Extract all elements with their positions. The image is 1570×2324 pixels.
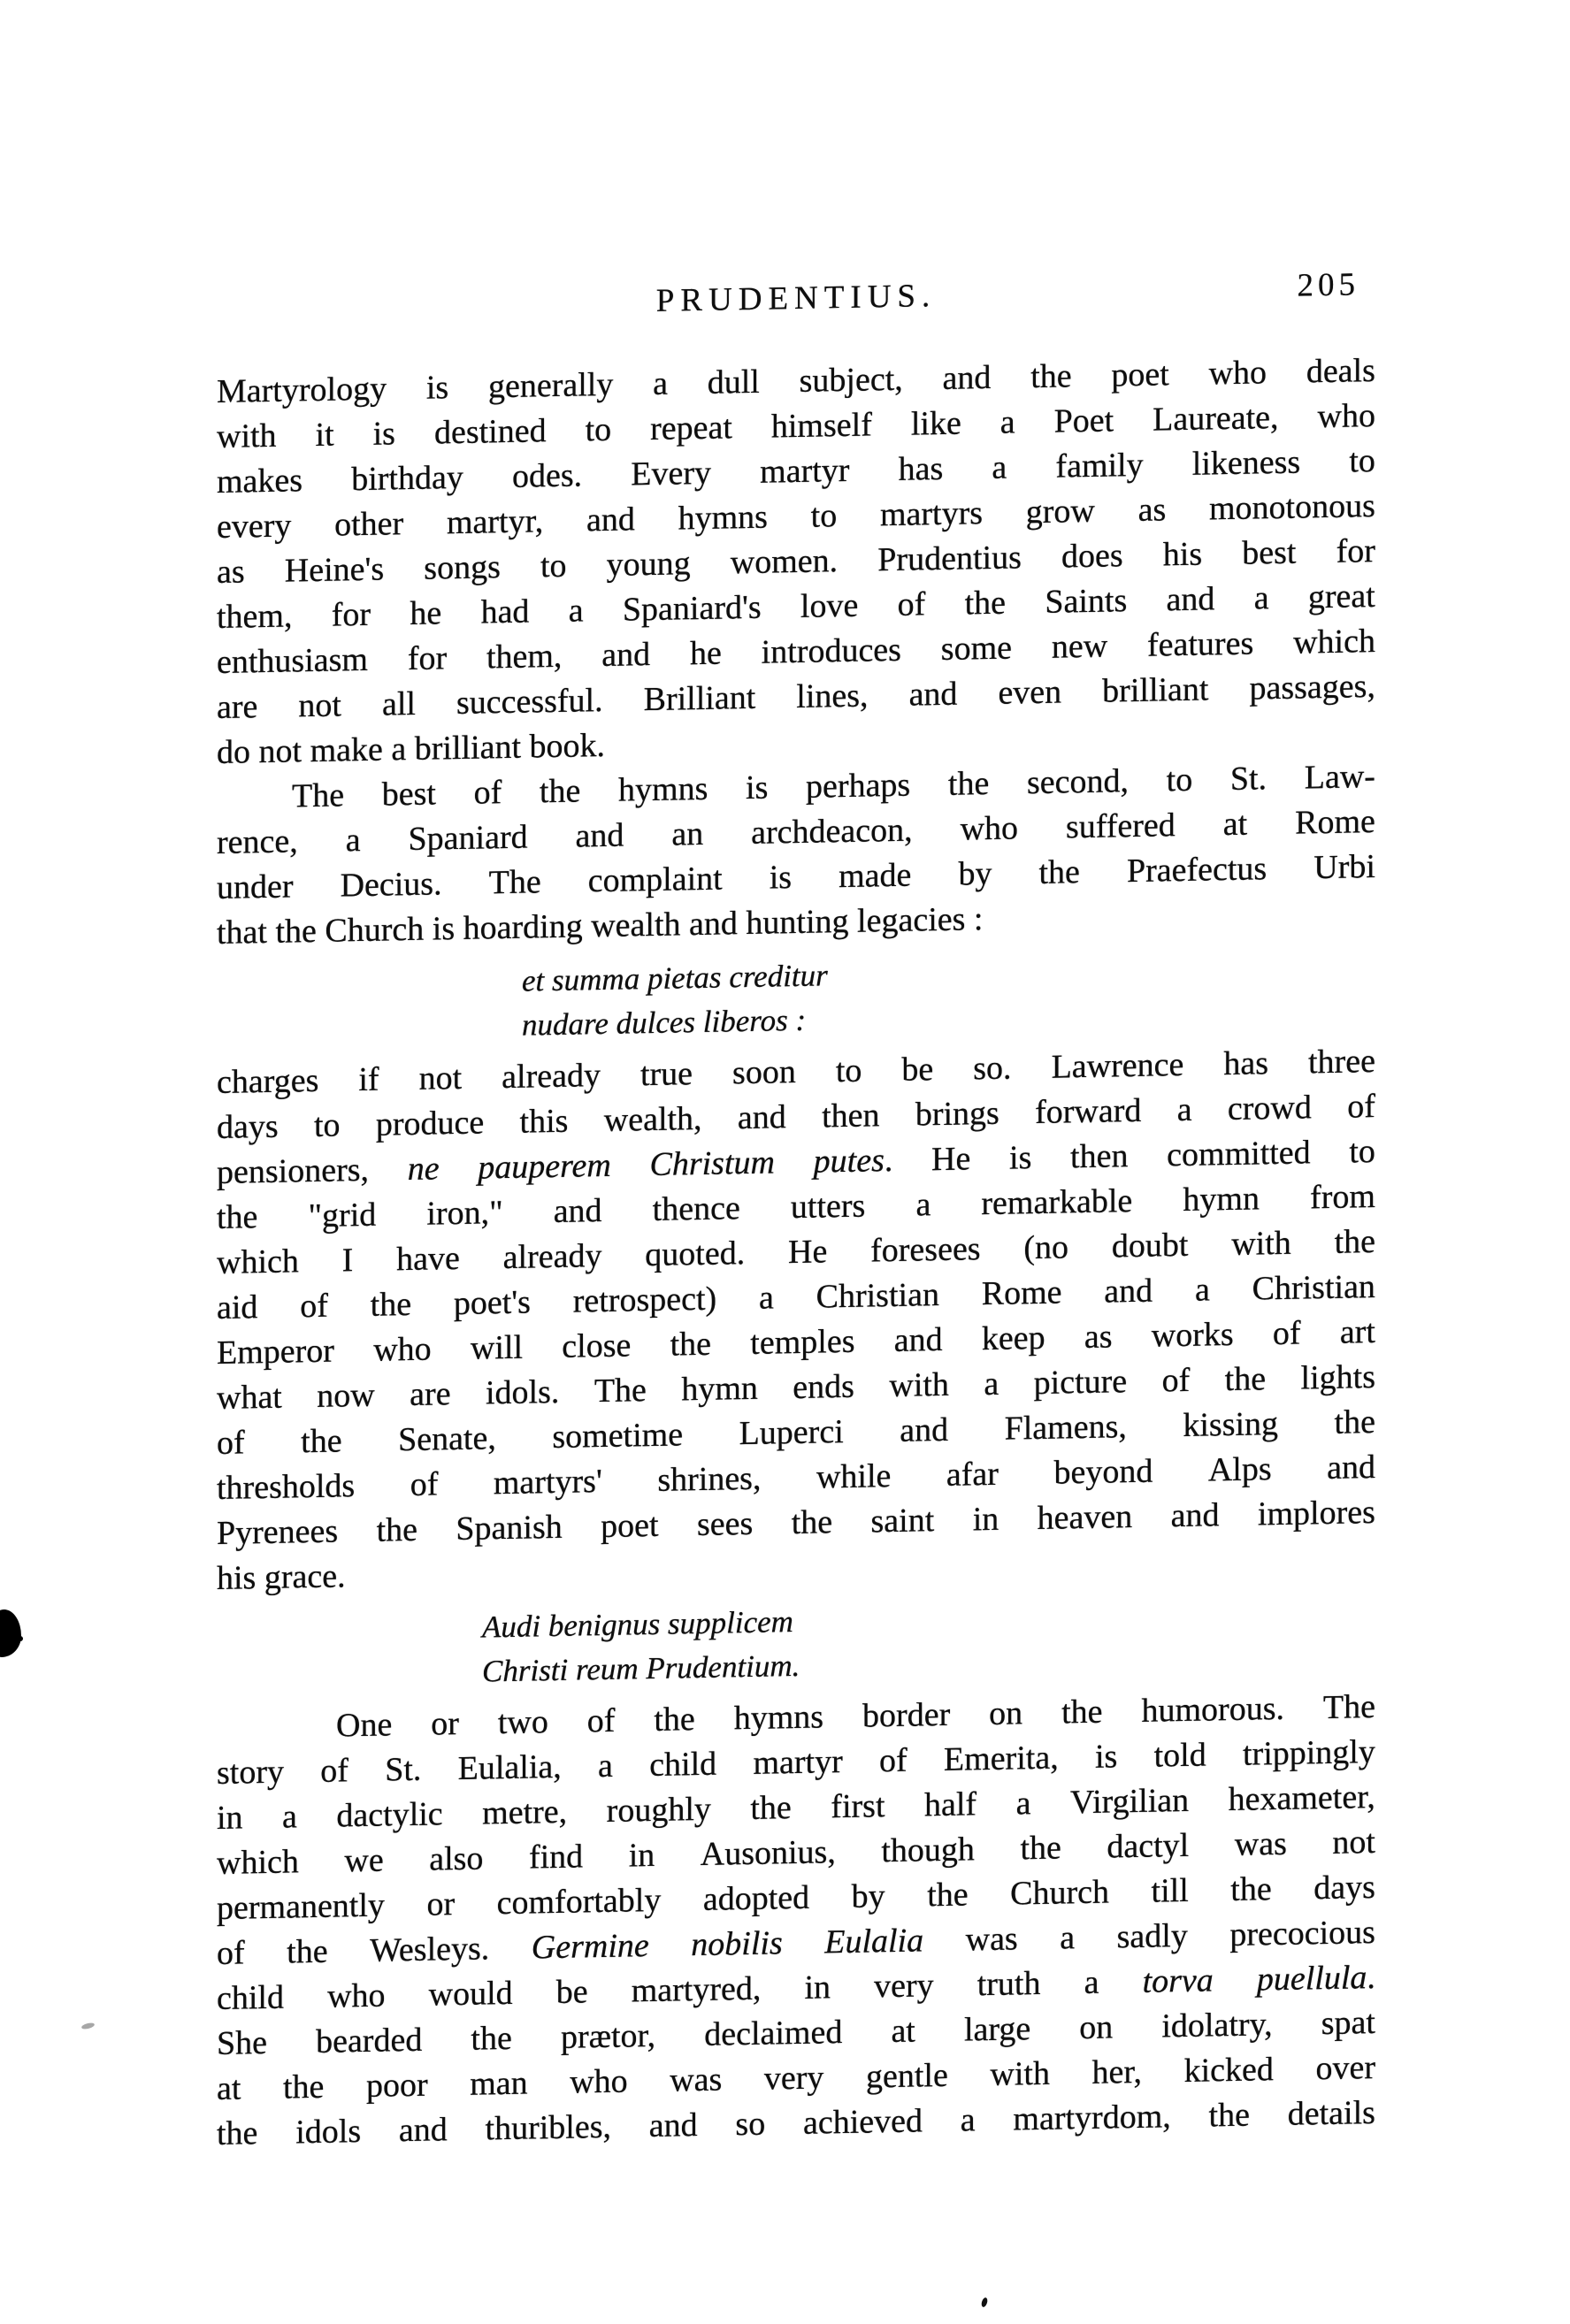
ink-speck: [980, 2297, 988, 2307]
margin-pencil-mark: [80, 2022, 95, 2030]
ink-blot: [0, 1609, 21, 1657]
text-line: makes birthday odes. Every martyr has a family likeness to: [217, 441, 1375, 501]
paragraph: [217, 348, 1375, 776]
text-line: Christi reum Prudentium.: [482, 1647, 800, 1689]
text-line: which I have already quoted. He foresees (no doubt with the: [217, 1222, 1375, 1281]
running-header: [217, 251, 1375, 329]
text-line: nudare dulces liberos :: [522, 1002, 807, 1043]
latin-quote: [522, 944, 1375, 1048]
text-line: The best of the hymns is perhaps the second, to St. Law-: [292, 757, 1375, 815]
text-line: enthusiasm for them, and he introduces some new features which: [217, 622, 1375, 681]
text-line: One or two of the hymns border on the humorous. The: [336, 1687, 1375, 1745]
text-line: with it is destined to repeat himself like a Poet Laureate, who: [217, 396, 1375, 455]
text-line: permanently or comfortably adopted by the Church till the days: [217, 1868, 1375, 1927]
text-line: in a dactylic metre, roughly the first half a Virgilian hexameter,: [217, 1777, 1375, 1837]
text-line: et summa pietas creditur: [522, 958, 828, 998]
text-line: do not make a brilliant book.: [217, 726, 606, 771]
text-line: aid of the poet's retrospect) a Christian Rome and a Christian: [217, 1267, 1375, 1326]
text-line: rence, a Spaniard and an archdeacon, who suffered at Rome: [217, 802, 1375, 861]
text-line: are not all successful. Brilliant lines, and even brilliant passages,: [217, 667, 1375, 726]
text-block: [217, 251, 1375, 2157]
text-line: which we also find in Ausonius, though the dactyl was not: [217, 1823, 1375, 1882]
text-line: child who would be martyred, in very truth a torva puellula.: [217, 1958, 1375, 2017]
text-line: his grace.: [217, 1557, 346, 1597]
text-line: She bearded the prætor, declaimed at large on idolatry, spat: [217, 2003, 1375, 2062]
text-line: thresholds of martyrs' shrines, while afar beyond Alps and: [217, 1448, 1375, 1507]
text-line: the idols and thuribles, and so achieved a martyrdom, the details: [217, 2093, 1375, 2152]
text-line: what now are idols. The hymn ends with a picture of the lights: [217, 1357, 1375, 1417]
text-line: at the poor man who was very gentle with her, kicked over: [217, 2048, 1375, 2107]
text-line: Emperor who will close the temples and keep as works of art: [217, 1312, 1375, 1372]
text-line: of the Senate, sometime Luperci and Flamens, kissing the: [217, 1403, 1375, 1462]
text-line: that the Church is hoarding wealth and hunting legacies :: [217, 900, 984, 952]
latin-quote: [482, 1589, 1375, 1694]
text-line: Martyrology is generally a dull subject, and the poet who deals: [217, 351, 1375, 410]
text-line: them, for he had a Spaniard's love of the Saints and a great: [217, 577, 1375, 636]
text-line: Pyrenees the Spanish poet sees the saint in heaven and implores: [217, 1493, 1375, 1552]
text-line: as Heine's songs to young women. Prudentius does his best for: [217, 531, 1375, 591]
paragraph: [217, 754, 1375, 956]
paragraph: [217, 1685, 1375, 2157]
text-line: under Decius. The complaint is made by the Praefectus Urbi: [217, 847, 1375, 906]
text-line: story of St. Eulalia, a child martyr of Emerita, is told trippingly: [217, 1732, 1375, 1792]
page-text-content: [217, 348, 1375, 2157]
text-line: charges if not already true soon to be so. Lawrence has three: [217, 1042, 1375, 1101]
text-line: of the Wesleys. Germine nobilis Eulalia was a sadly precocious: [217, 1913, 1375, 1972]
page-number: 205: [1297, 266, 1359, 304]
text-line: the "grid iron," and thence utters a remarkable hymn from: [217, 1177, 1375, 1236]
text-line: pensioners, ne pauperem Christum putes. He is then committed to: [217, 1132, 1375, 1191]
text-line: Audi benignus supplicem: [482, 1604, 793, 1645]
text-line: every other martyr, and hymns to martyrs grow as monotonous: [217, 486, 1375, 546]
text-line: days to produce this wealth, and then brings forward a crowd of: [217, 1087, 1375, 1146]
paragraph: [217, 1039, 1375, 1602]
page-header-title: PRUDENTIUS.: [655, 278, 937, 319]
